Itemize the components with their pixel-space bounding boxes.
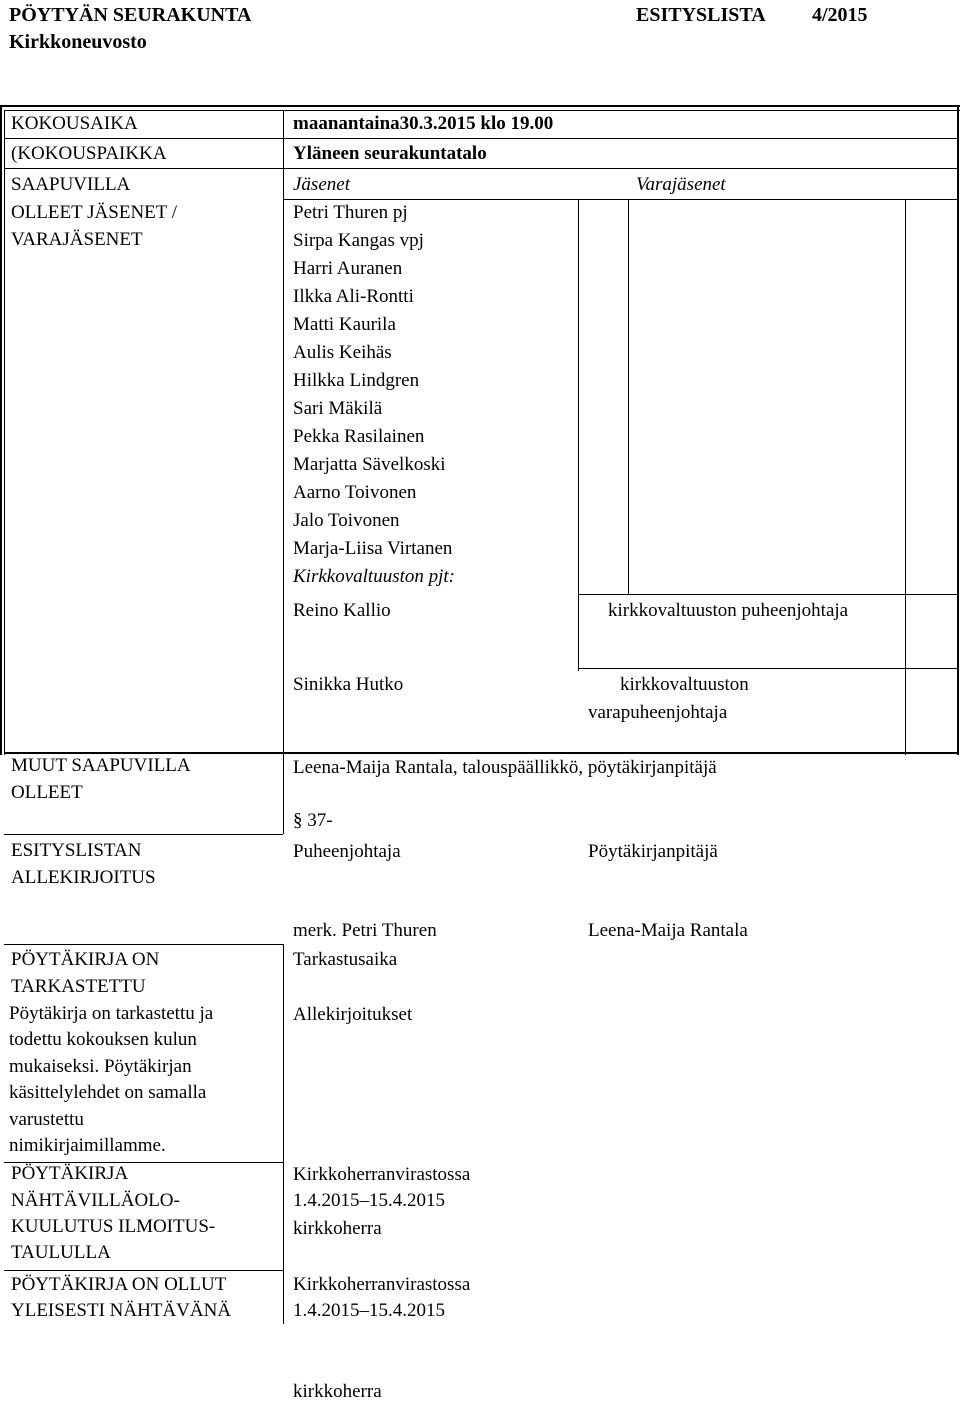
section-mark: § 37- [293,810,333,831]
member-name: Pekka Rasilainen [293,426,425,447]
member-name: Matti Kaurila [293,314,396,335]
member-name: Jalo Toivonen [293,510,400,531]
notice-value-line: 1.4.2015–15.4.2015 [293,1190,445,1211]
others-label-line2: OLLEET [11,782,83,803]
member-name: Sari Mäkilä [293,398,383,419]
chair-label: Puheenjohtaja [293,841,401,862]
meeting-time-value: maanantaina30.3.2015 klo 19.00 [293,113,554,134]
notice-bottom-border [4,1270,283,1271]
notice-label-line: TAULULLA [11,1242,111,1263]
public-signer: kirkkoherra [293,1381,382,1402]
table-right-border [957,105,959,755]
member-name: Petri Thuren pj [293,202,408,223]
council-member-name: Reino Kallio [293,600,391,621]
public-label-line1: PÖYTÄKIRJA ON OLLUT [11,1274,227,1295]
org-name: PÖYTYÄN SEURAKUNTA [9,4,252,26]
public-value-line: 1.4.2015–15.4.2015 [293,1300,445,1321]
member-name: Ilkka Ali-Rontti [293,286,414,307]
member-name: Marjatta Sävelkoski [293,454,446,475]
others-label-line1: MUUT SAAPUVILLA [11,755,191,776]
notice-label-line: KUULUTUS ILMOITUS- [11,1216,216,1237]
doc-type: ESITYSLISTA [636,4,766,26]
row-divider-place [4,168,959,169]
notice-value-line: Kirkkoherranvirastossa [293,1164,471,1185]
signature-label-line2: ALLEKIRJOITUS [11,867,156,888]
check-time-label: Tarkastusaika [293,949,398,970]
checked-text-line: todettu kokouksen kulun [9,1029,197,1050]
public-label-line2: YLEISESTI NÄHTÄVÄNÄ [11,1300,232,1321]
others-value: Leena-Maija Rantala, talouspäällikkö, pöytäkirjanpitäjä [293,757,717,778]
council-header: Kirkkovaltuuston pjt: [293,566,456,587]
council-row-divider [578,668,959,669]
table-left-border [0,105,2,755]
notice-label-line: PÖYTÄKIRJA [11,1163,129,1184]
doc-number: 4/2015 [812,4,868,26]
body-name: Kirkkoneuvosto [9,31,147,53]
notice-value-line: kirkkoherra [293,1218,382,1239]
member-name: Aulis Keihäs [293,342,392,363]
meeting-time-label: KOKOUSAIKA [11,113,138,134]
meeting-place-label: (KOKOUSPAIKKA [11,143,167,164]
checked-label-line1: PÖYTÄKIRJA ON [11,949,160,970]
public-value-line: Kirkkoherranvirastossa [293,1274,471,1295]
member-name: Harri Auranen [293,258,403,279]
checked-text-line: mukaiseksi. Pöytäkirjan [9,1056,192,1077]
deputies-right-divider [905,199,906,755]
others-column-divider [283,754,284,834]
deputies-column-divider [578,199,579,671]
council-member-role: kirkkovaltuuston puheenjohtaja [608,600,849,621]
member-name: Aarno Toivonen [293,482,417,503]
checked-text-line: käsittelylehdet on samalla [9,1082,207,1103]
council-member-role: varapuheenjohtaja [588,702,728,723]
signature-label-line1: ESITYSLISTAN [11,840,142,861]
deputies-box-bottom [578,594,959,595]
lower-column-divider [283,944,284,1324]
member-name: Marja-Liisa Virtanen [293,538,453,559]
table-inner-left-border [4,110,5,755]
table-top-border [0,105,960,107]
member-name: Hilkka Lindgren [293,370,420,391]
secretary-name: Leena-Maija Rantala [588,920,748,941]
deputies-header: Varajäsenet [636,174,726,195]
checked-label-line2: TARKASTETTU [11,976,146,997]
member-name: Sirpa Kangas vpj [293,230,424,251]
attendees-label-line2: OLLEET JÄSENET / [11,202,178,223]
deputies-inner-divider [628,199,629,594]
attendees-label-line3: VARAJÄSENET [11,229,143,250]
others-bottom-border [4,834,283,835]
label-column-divider [283,110,284,755]
members-header: Jäsenet [293,174,350,195]
signatures-label: Allekirjoitukset [293,1004,413,1025]
council-member-role: kirkkovaltuuston [620,674,749,695]
council-member-name: Sinikka Hutko [293,674,404,695]
checked-text-line: Pöytäkirja on tarkastettu ja [9,1003,214,1024]
notice-label-line: NÄHTÄVILLÄOLO- [11,1190,180,1211]
checked-text-line: nimikirjaimillamme. [9,1135,166,1156]
attendees-label-line1: SAAPUVILLA [11,174,131,195]
chair-name: merk. Petri Thuren [293,920,437,941]
meeting-place-value: Yläneen seurakuntatalo [293,143,487,164]
row-divider-time [4,138,959,139]
checked-top-border [4,944,283,945]
secretary-label: Pöytäkirjanpitäjä [588,841,718,862]
checked-text-line: varustettu [9,1109,84,1130]
